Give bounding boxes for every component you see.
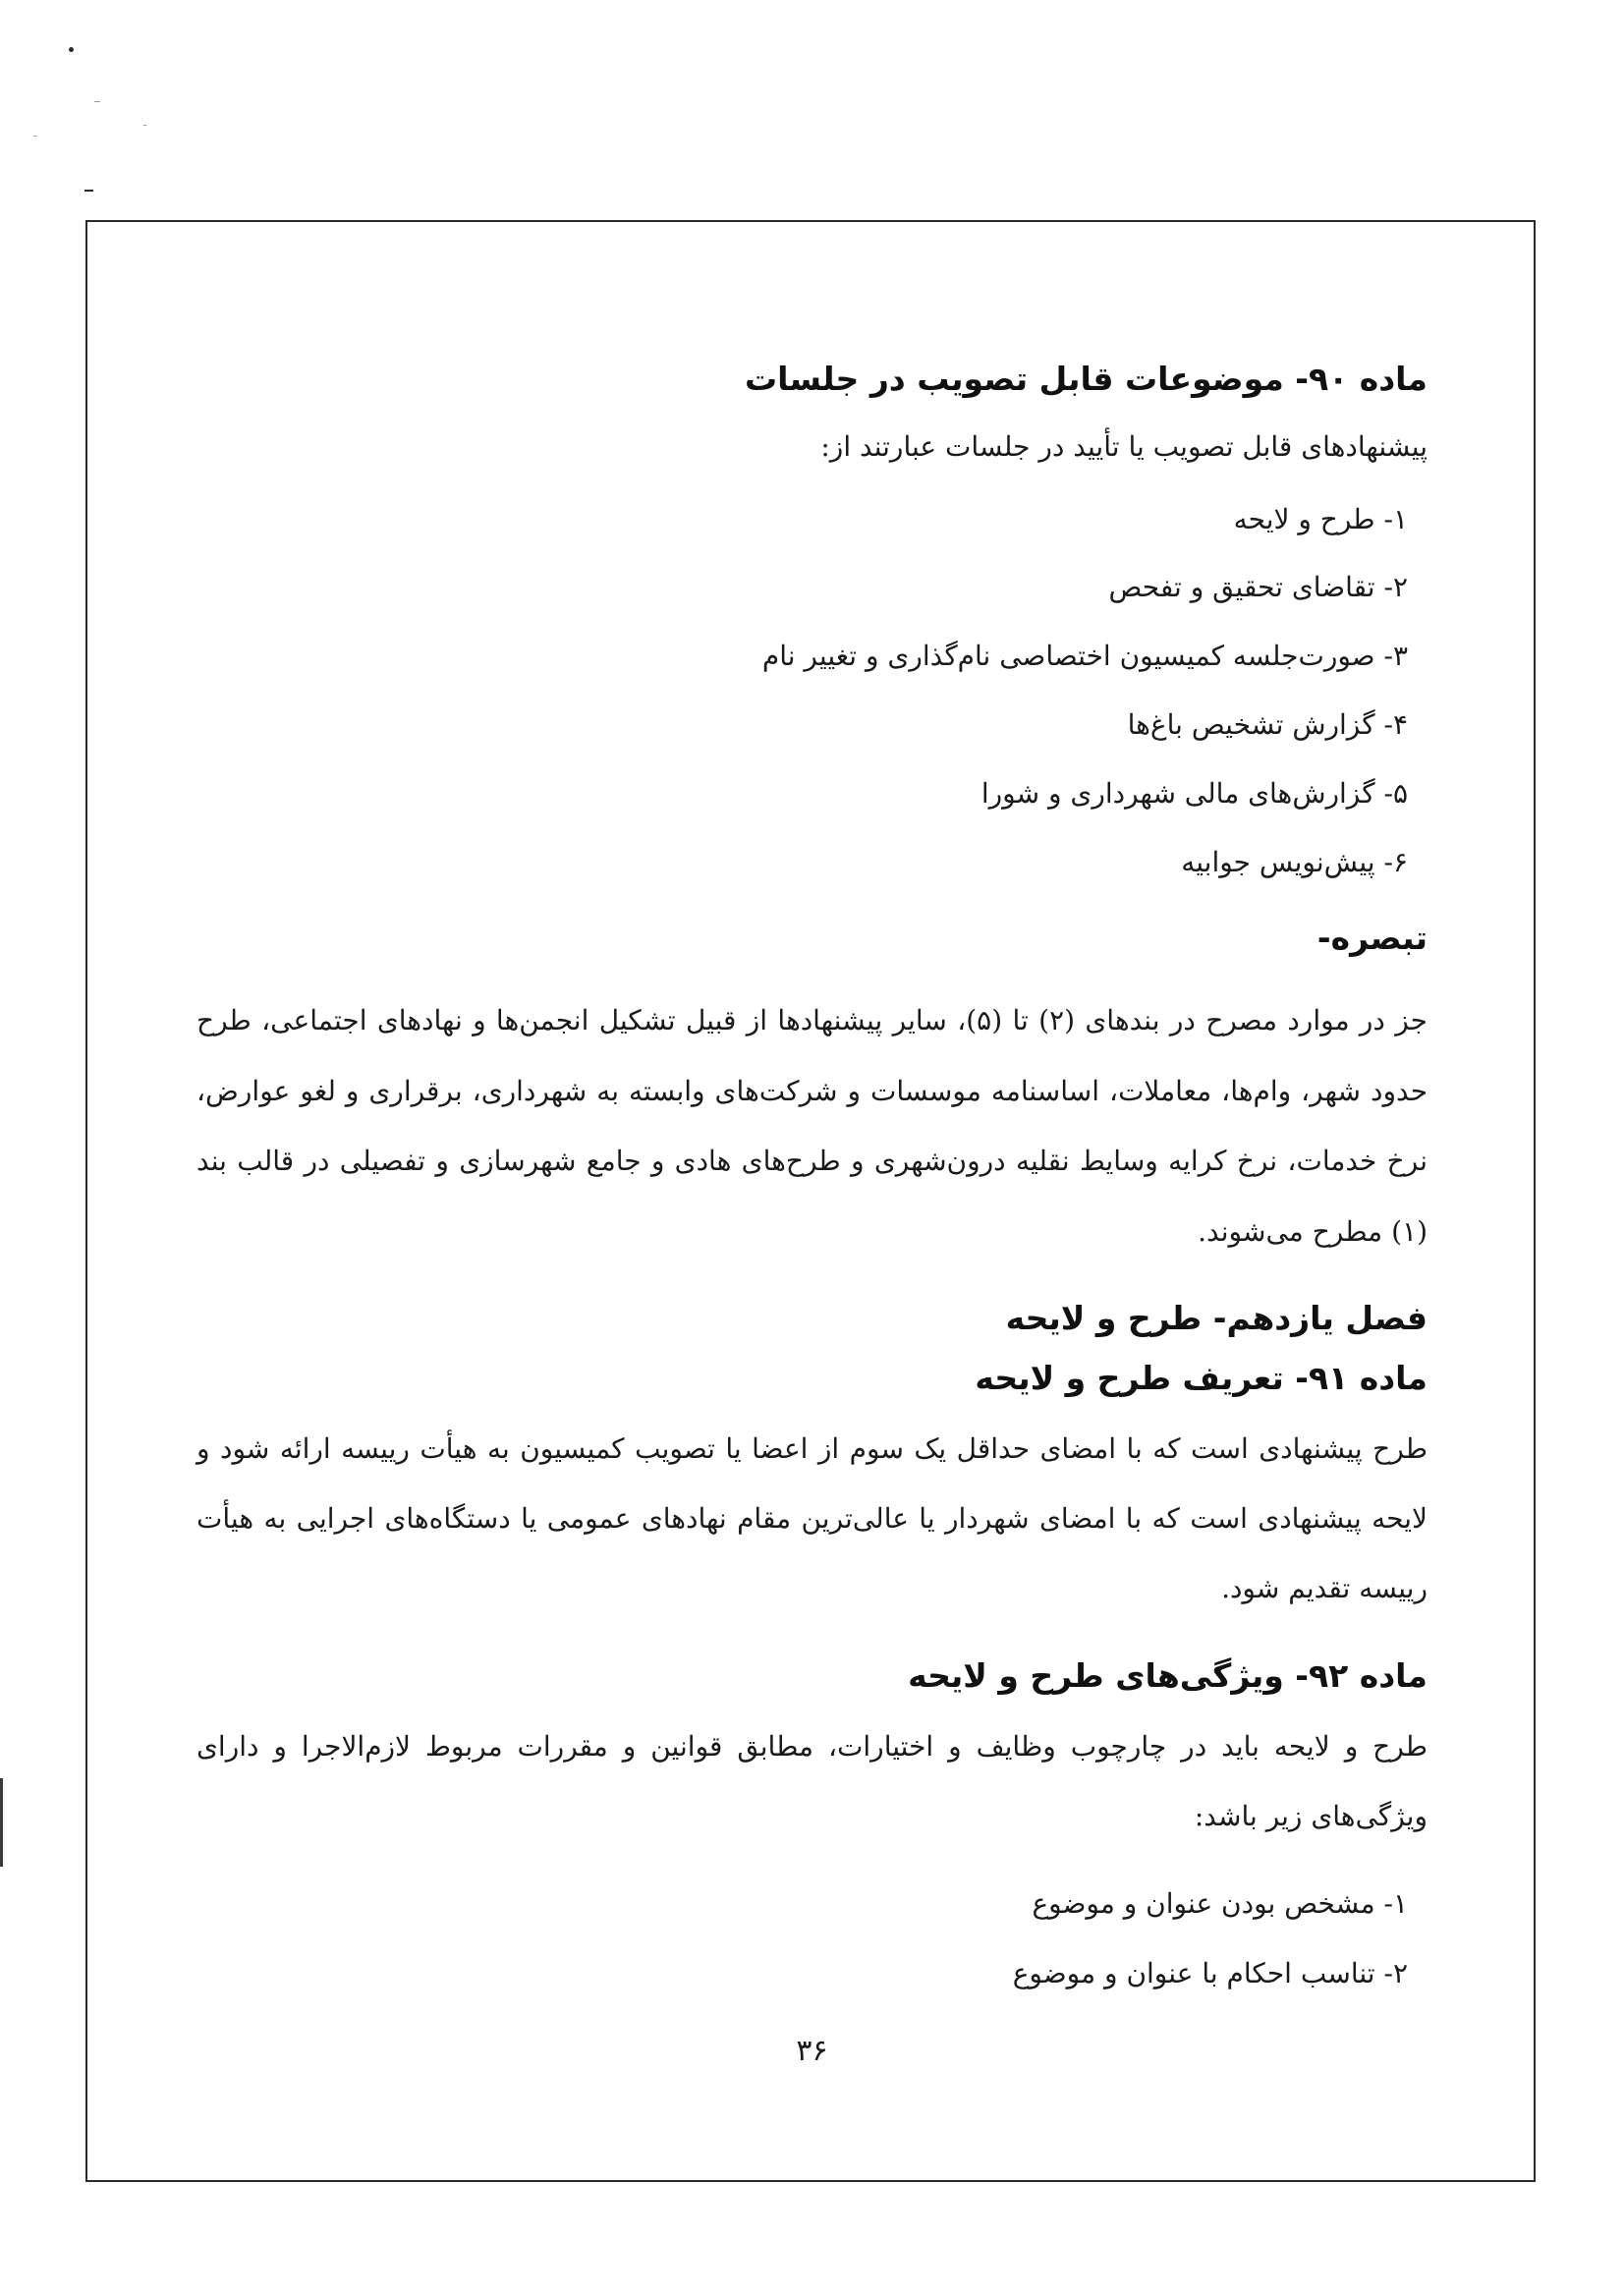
scan-speck [69,47,74,52]
page-number: ۳۶ [796,2034,828,2068]
article-90-list [196,501,1428,881]
note [196,918,1428,1265]
scan-speck [84,190,93,192]
scan-speck [33,136,36,137]
note-heading: تبصره- [1316,919,1428,958]
article-92 [196,1655,1428,1992]
note-text: جز در موارد مصرح در بندهای (۲) تا (۵)، سایر پیشنهادها از قبیل تشکیل انجمن‌ها و نهادهای اجتماعی، طرح حدود شهر، وام‌ها، معاملات، اساسنامه موسسات و شرکت‌های وابسته به شهرداری، برقراری و لغو عوارض، نرخ خدمات، نرخ کرایه وسایط نقلیه درون‌شهری و طرح‌های هادی و جامع شهرسازی و تفصیلی در قالب بند (۱) مطرح می‌شوند. [196,1004,1428,1248]
list-item: ۶- پیش‌نویس جوابیه [1181,845,1408,878]
article-90-heading: ماده ۹۰- موضوعات قابل تصویب در جلسات [744,360,1428,398]
article-90 [196,359,1428,880]
article-92-text: طرح و لایحه باید در چارچوب وظایف و اختیارات، مطابق قوانین و مقررات مربوط لازم‌الاجرا و دارای ویژگی‌های زیر باشد: [196,1729,1428,1833]
article-92-heading: ماده ۹۲- ویژگی‌های طرح و لایحه [908,1655,1428,1695]
article-92-list [196,1885,1428,1993]
list-item: ۱- مشخص بودن عنوان و موضوع [1032,1886,1408,1920]
scan-edge-mark [0,1778,3,1867]
list-item: ۳- صورت‌جلسه کمیسیون اختصاصی نام‌گذاری و تغییر نام [761,640,1408,673]
article-91-text: طرح پیشنهادی است که با امضای حداقل یک سوم از اعضا یا تصویب کمیسیون به هیأت رییسه ارائه شود و لایحه پیشنهادی است که با امضای شهردار یا عالی‌ترین مقام نهادهای عمومی یا دستگاه‌های اجرایی به هیأت رییسه تقدیم شود. [196,1431,1428,1605]
list-item: ۴- گزارش تشخیص باغ‌ها [1127,708,1408,742]
chapter-heading: فصل یازدهم- طرح و لایحه [1005,1298,1428,1337]
list-item: ۱- طرح و لایحه [1233,502,1408,535]
article-90-intro: پیشنهادهای قابل تصویب یا تأیید در جلسات عبارتند از: [820,429,1428,463]
page-content [196,359,1428,1992]
chapter-11 [196,1298,1428,1340]
list-item: ۲- تقاضای تحقیق و تفحص [1108,571,1408,604]
list-item: ۵- گزارش‌های مالی شهرداری و شورا [980,776,1408,810]
article-91 [196,1358,1428,1624]
list-item: ۲- تناسب احکام با عنوان و موضوع [1012,1957,1408,1990]
scan-speck [94,101,100,102]
scan-speck [143,125,146,126]
article-91-heading: ماده ۹۱- تعریف طرح و لایحه [975,1358,1428,1397]
